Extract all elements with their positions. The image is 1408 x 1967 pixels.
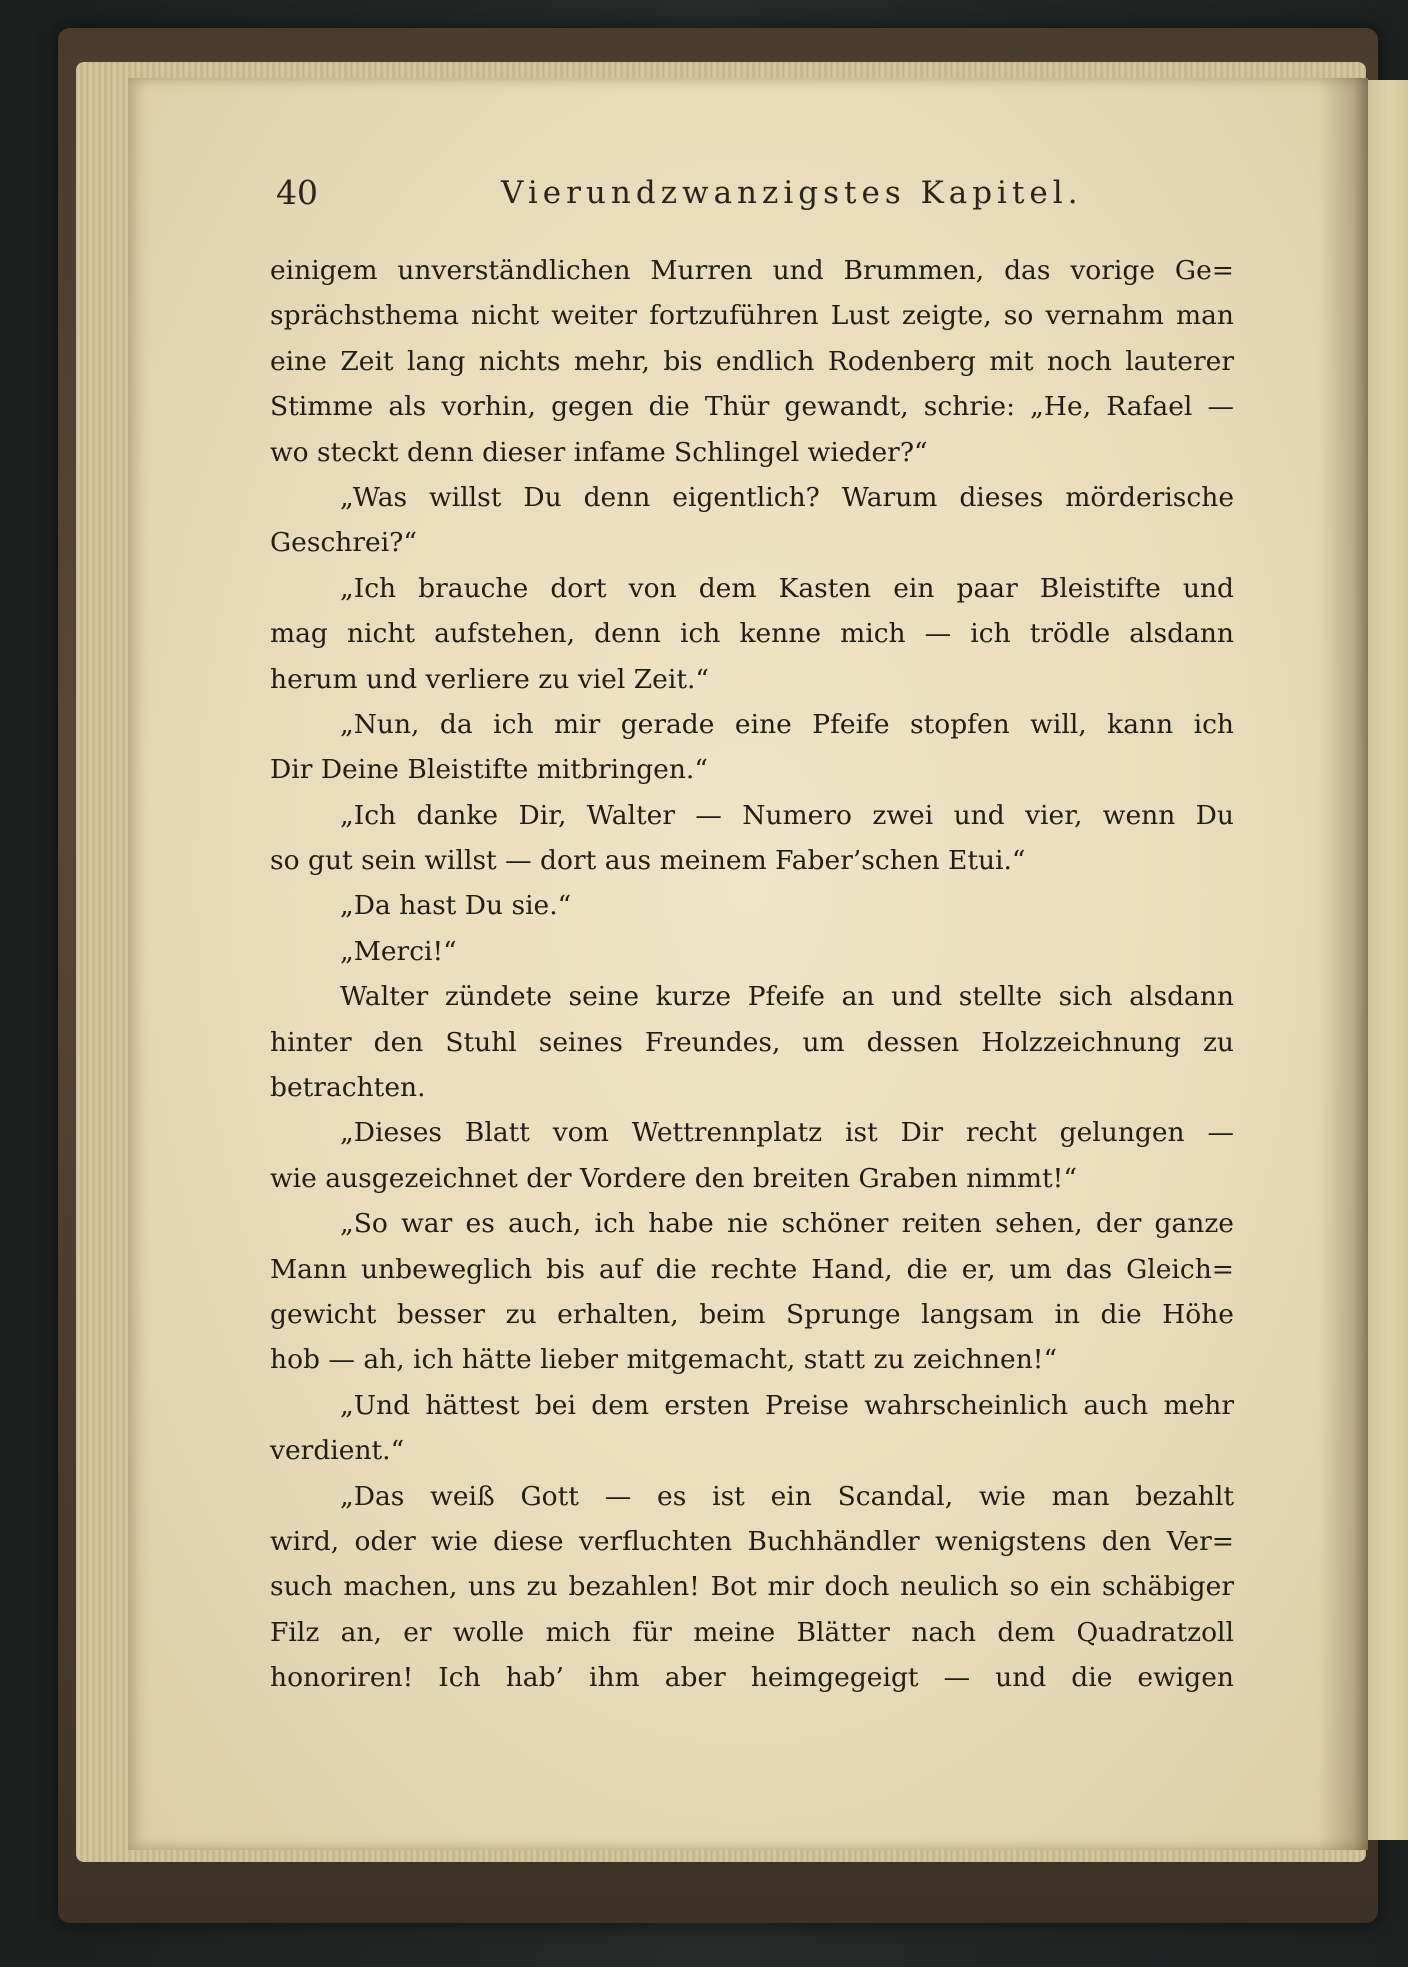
text-line: wo steckt denn dieser infame Schlingel wieder?“ (270, 436, 928, 468)
text-line: wie ausgezeichnet der Vordere den breiten Graben nimmt!“ (270, 1162, 1077, 1194)
text-line: Dir Deine Bleistifte mitbringen.“ (270, 754, 708, 786)
text-line: honoriren! Ich hab’ ihm aber heimgegeigt — und die ewigen (270, 1662, 1234, 1694)
text-line: betrachten. (270, 1072, 426, 1104)
text-line: „Ich brauche dort von dem Kasten ein paar Bleistifte und (340, 572, 1234, 604)
text-line: Geschrei?“ (270, 527, 417, 559)
text-line: „Was willst Du denn eigentlich? Warum dieses mörderische (340, 481, 1234, 513)
text-line: so gut sein willst — dort aus meinem Faber’schen Etui.“ (270, 845, 1026, 877)
text-line: Stimme als vorhin, gegen die Thür gewandt, schrie: „He, Rafael — (270, 391, 1234, 423)
running-head (276, 168, 1236, 218)
chapter-title: Vierundzwanzigstes Kapitel. (501, 175, 1083, 211)
text-line: Walter zündete seine kurze Pfeife an und stellte sich alsdann (340, 981, 1234, 1013)
text-line: „Nun, da ich mir gerade eine Pfeife stopfen will, kann ich (340, 708, 1234, 740)
facing-page-edge (1362, 80, 1408, 1840)
text-line: „Dieses Blatt vom Wettrennplatz ist Dir recht gelungen — (340, 1117, 1234, 1149)
text-line: hob — ah, ich hätte lieber mitgemacht, statt zu zeichnen!“ (270, 1344, 1057, 1376)
text-line: „Ich danke Dir, Walter — Numero zwei und vier, wenn Du (340, 799, 1234, 831)
text-line: „So war es auch, ich habe nie schöner reiten sehen, der ganze (340, 1208, 1234, 1240)
body-text (270, 248, 1234, 1701)
text-line: wird, oder wie diese verfluchten Buchhändler wenigstens den Ver= (270, 1525, 1234, 1557)
text-line: einigem unverständlichen Murren und Brummen, das vorige Ge= (270, 255, 1234, 286)
text-line: verdient.“ (270, 1435, 405, 1467)
text-line: eine Zeit lang nichts mehr, bis endlich Rodenberg mit noch lauterer (270, 345, 1234, 377)
text-line: „Merci!“ (340, 935, 457, 967)
text-line: hinter den Stuhl seines Freundes, um dessen Holzzeichnung zu (270, 1026, 1234, 1058)
page-number: 40 (276, 173, 318, 212)
text-line: sprächsthema nicht weiter fortzuführen Lust zeigte, so vernahm man (270, 300, 1234, 332)
text-line: Filz an, er wolle mich für meine Blätter nach dem Quadratzoll (270, 1616, 1234, 1648)
text-line: Mann unbeweglich bis auf die rechte Hand, die er, um das Gleich= (270, 1253, 1234, 1285)
text-line: „Da hast Du sie.“ (340, 890, 572, 922)
text-line: „Und hättest bei dem ersten Preise wahrscheinlich auch mehr (340, 1389, 1234, 1421)
text-line: gewicht besser zu erhalten, beim Sprunge langsam in die Höhe (270, 1298, 1234, 1330)
text-line: mag nicht aufstehen, denn ich kenne mich — ich trödle alsdann (270, 618, 1234, 650)
text-line: herum und verliere zu viel Zeit.“ (270, 663, 709, 695)
text-line: such machen, uns zu bezahlen! Bot mir doch neulich so ein schäbiger (270, 1571, 1234, 1603)
text-line: „Das weiß Gott — es ist ein Scandal, wie man bezahlt (340, 1480, 1234, 1512)
